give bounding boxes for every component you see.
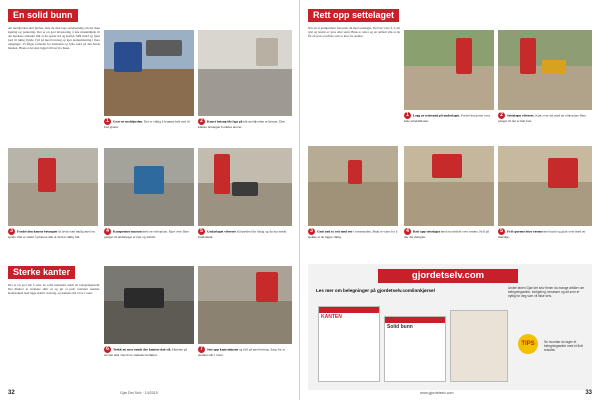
photo-settesand [404,30,494,110]
caption-3 [8,228,98,239]
caption-bold: Settelaget vibreres. [507,113,535,118]
caption-text: når moldjorden er fjernet. Den knuste betongen fordeles utover. [198,119,285,129]
page-footer: Gjør Det Selv · 14/2015 [120,391,158,395]
page-number: 33 [585,390,592,396]
caption-text: Kjør over det med en vibroplate flere ganger til det er helt fast. [498,113,586,123]
page-footer: www.gjordetselv.com [420,391,454,395]
caption-bold: Rett opp settelaget [413,229,440,234]
caption-r1 [404,112,494,123]
caption-r5 [498,228,592,239]
caption-number: 1 [404,112,411,119]
caption-bold: Grav ut moldjorden. [113,119,144,124]
caption-bold: Legg ut settesand på underlaget. [413,113,460,118]
caption-number: 4 [104,228,111,235]
right-page [300,0,600,400]
section-heading: Rett opp settelaget [308,9,399,22]
caption-number: 5 [498,228,505,235]
photo-screeding [404,146,494,226]
promo-box [308,264,592,390]
caption-bold: Knust betong ble lagt på [207,119,243,124]
photo-excavator [104,30,194,116]
caption-1 [104,118,194,129]
caption-number: 2 [498,112,505,119]
caption-bold: Fordel den knuste betongen [17,229,58,234]
caption-7 [198,346,292,357]
intro-text: Alt moldjorden skal fjernes, hele du skal lage settebegning om der ikke kjøring og parkering. Det er en god investering å leie maskinhjelp til det hardeste arbeidet slik at du sparer tid og krefter. Mål mold og fjern jord til riktig dybde, fyll på med bærelag og kjør komprimering i flere omganger. Vi fulgte forbudet for kantstein og fylte sand på den harde bunnen. Husk at det skal ligge fall bort fra huset. [8,26,100,51]
photo-string-line [104,266,194,344]
caption-bold: Undarlaget vibreres [207,229,236,234]
caption-text: med en rettholt over rørene. Fyll på der det mangler. [404,229,489,239]
magazine-thumbnail [318,306,380,382]
tips-badge: TIPS [518,334,538,354]
photo-spreading [8,148,98,226]
caption-number: 3 [308,228,315,235]
photo-crushed-concrete [198,30,292,116]
caption-text: med sand og glatt over med en murskje. [498,229,586,239]
caption-number: 2 [198,118,205,125]
body-text-2: Det er en god idé å sette en solid kantstein rundt en belegningsstein. Det hindrer at steinene sklir ut og gir et pent avsluttet resultat. Kantsteinen skal ligge stabilt i betong, og kantene må være i vater. [8,283,100,296]
section-heading: En solid bunn [8,9,78,22]
photo-pipes [308,146,398,226]
promo-note: Se hvordan du lager et belegningsstein med et flott resultat. [544,340,583,352]
caption-text: med en vibroplate. Kjør over flere ganger til underlaget er fast og stabilt. [104,229,189,239]
photo-vibration [198,148,292,226]
caption-bold: Gnet ned to sett med rør [317,229,353,234]
page-number: 32 [8,390,15,396]
promo-lead: Les mer om belegninger på gjordetselv.com/innkjørsel [316,288,435,293]
promo-side-text: Under fanen Gjør det selv finner du mange artikler om belegningsstein, innkjøring, terrasser og alt som er nyttig for deg som vil fikse selv. [508,286,585,298]
photo-trowel [498,146,592,226]
caption-number: 6 [104,346,111,353]
caption-text: så høyden blir riktig og du har sterkt fundament. [198,229,287,239]
caption-5 [198,228,292,239]
caption-6 [104,346,194,357]
photo-vibroplate [498,30,592,110]
caption-text: så jevnt som mulig med en spade. Det er smart å planere slik at du har riktig fall. [8,229,95,239]
caption-number: 1 [104,118,111,125]
caption-text: Det er viktig å komme helt ned til fast grunn. [104,119,190,129]
photo-kerbstone [198,266,292,344]
caption-number: 4 [404,228,411,235]
caption-4 [104,228,194,239]
intro-text: Når alt er komprimert fortsetter du med settelaget. Det bør være 3–5 cm tykt og består av grus eller sand. Bruk to retter og en rettholt slik at du får en jevn overflate som er klar for steiner. [308,26,400,39]
caption-number: 7 [198,346,205,353]
magazine-thumbnail-3 [450,310,508,382]
caption-r4 [404,228,494,239]
section-heading-2: Sterke kanter [8,266,75,279]
caption-bold: Fyll sporene etter rørene [507,229,543,234]
caption-number: 3 [8,228,15,235]
caption-text: Høyden på snoren skal vise hvor steinene kommer. [104,347,187,357]
caption-bold: Komprimer massen [113,229,142,234]
caption-text: Fordel den jevnt over hele arbeidsflaten. [404,113,490,123]
magazine-thumbnail-2 [384,316,446,382]
caption-number: 5 [198,228,205,235]
photo-compactor [104,148,194,226]
caption-r2 [498,112,592,123]
caption-2 [198,118,292,129]
caption-text: og fyll på med betong. Sørg for at steinen står i vater. [198,347,285,357]
caption-r3 [308,228,398,239]
caption-text: i settesanden. Bruk et vater for å sjekke at de ligger riktig. [308,229,398,239]
caption-bold: Sett opp kantsteinene [207,347,239,352]
promo-url[interactable]: gjordetselv.com [378,269,518,283]
magazine-title: KANTEN [321,314,342,320]
magazine-tag: Solid bunn [387,324,413,330]
caption-bold: Trekk en snor rundt der kanten skal stå. [113,347,172,352]
